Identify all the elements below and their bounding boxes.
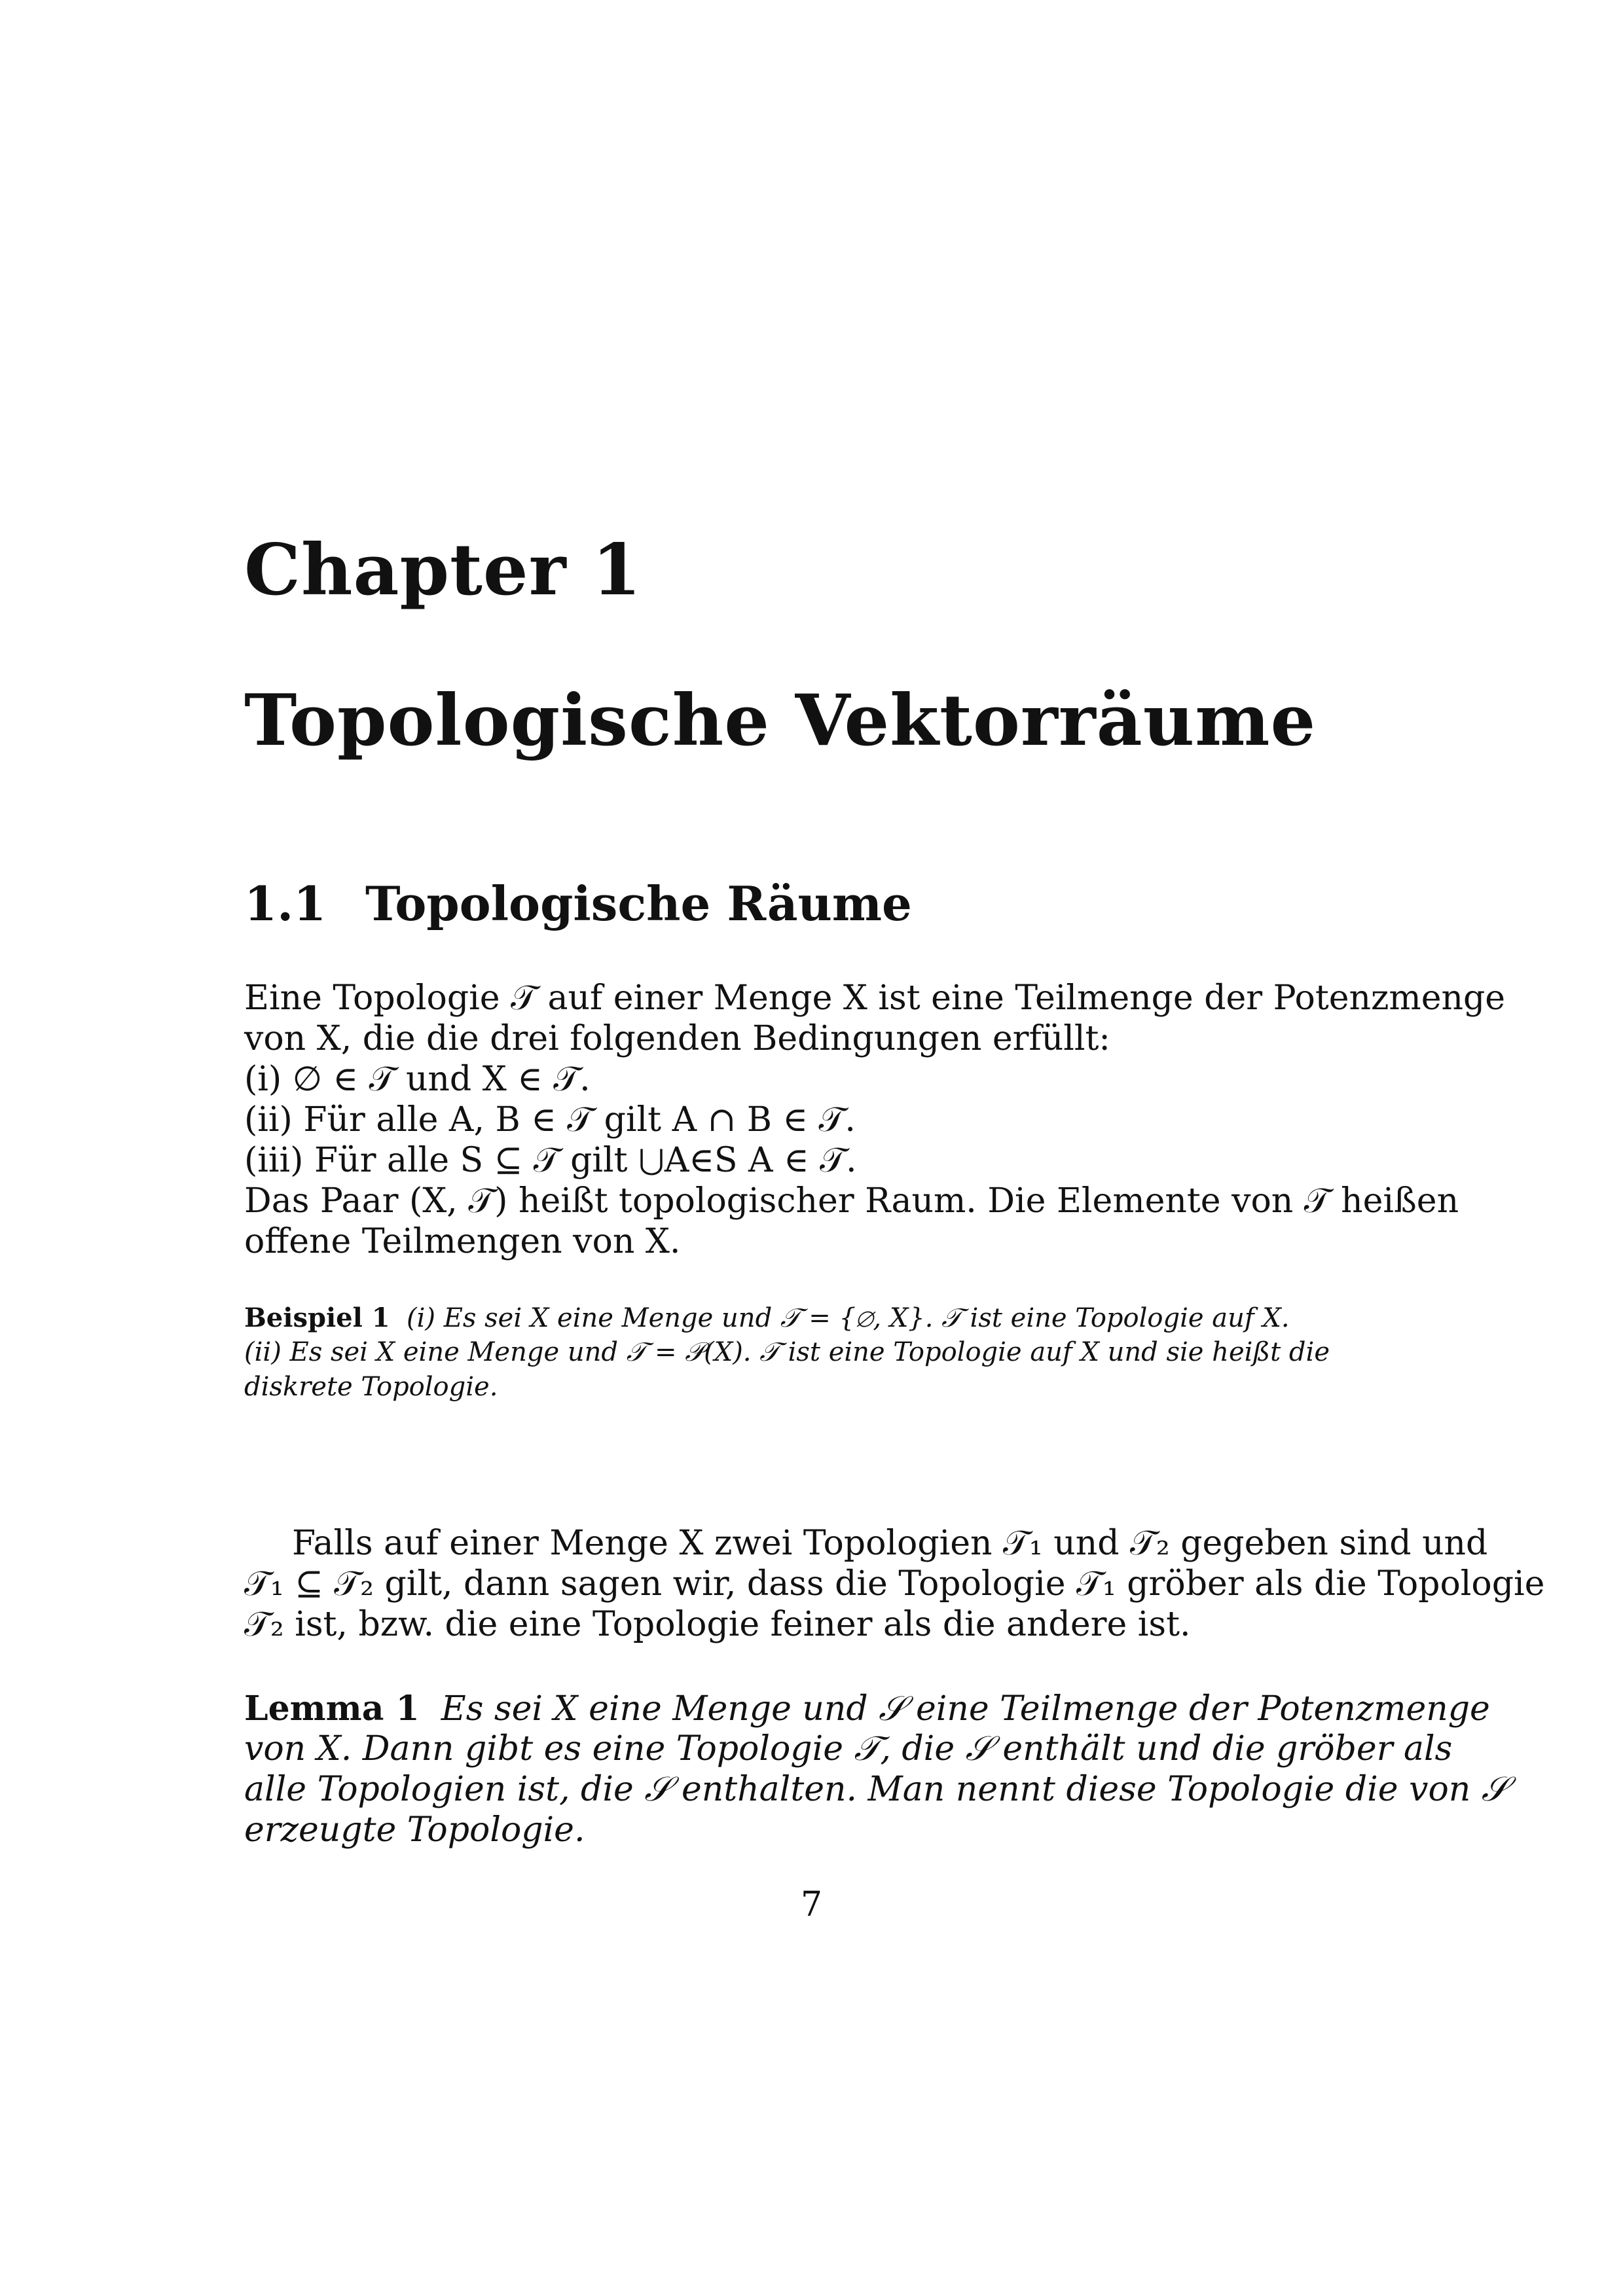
chapter-label: Chapter 1 — [244, 529, 642, 611]
page-number: 7 — [800, 1885, 823, 1924]
lemma-line-4: erzeugte Topologie. — [244, 1810, 585, 1850]
example-line-3: diskrete Topologie. — [244, 1372, 498, 1402]
condition-ii: (ii) Für alle A, B ∈ 𝒯 gilt A ∩ B ∈ 𝒯. — [244, 1100, 856, 1139]
example-line-2: (ii) Es sei X eine Menge und 𝒯 = 𝒫(X). 𝒯 ist eine Topologie auf X und sie heißt die — [244, 1337, 1330, 1367]
condition-iii: (iii) Für alle S ⊆ 𝒯 gilt ⋃A∈S A ∈ 𝒯. — [244, 1141, 857, 1180]
example-line-1 — [244, 1302, 1290, 1333]
chapter-title: Topologische Vektorräume — [244, 679, 1317, 762]
paragraph-line-3: 𝒯₂ ist, bzw. die eine Topologie feiner als die andere ist. — [244, 1605, 1191, 1644]
lemma-label: Lemma 1 — [244, 1689, 420, 1729]
example-label: Beispiel 1 — [244, 1302, 390, 1333]
section-number: 1.1 — [244, 876, 327, 931]
section-heading — [244, 876, 912, 931]
definition-line-1: Eine Topologie 𝒯 auf einer Menge X ist eine Teilmenge der Potenzmenge — [244, 978, 1506, 1018]
definition-line-6: Das Paar (X, 𝒯) heißt topologischer Raum. Die Elemente von 𝒯 heißen — [244, 1181, 1459, 1221]
lemma-line-1 — [244, 1689, 1490, 1729]
lemma-text-1: Es sei X eine Menge und 𝒮 eine Teilmenge der Potenzmenge — [441, 1689, 1490, 1729]
lemma-line-3: alle Topologien ist, die 𝒮 enthalten. Man nennt diese Topologie die von 𝒮 — [244, 1770, 1508, 1809]
paragraph-line-1: Falls auf einer Menge X zwei Topologien 𝒯₁ und 𝒯₂ gegeben sind und — [292, 1524, 1488, 1563]
example-text-1: (i) Es sei X eine Menge und 𝒯 = {∅, X}. 𝒯 ist eine Topologie auf X. — [406, 1303, 1290, 1333]
lemma-line-2: von X. Dann gibt es eine Topologie 𝒯, die 𝒮 enthält und die gröber als — [244, 1729, 1453, 1768]
definition-line-7: offene Teilmengen von X. — [244, 1222, 681, 1261]
paragraph-line-2: 𝒯₁ ⊆ 𝒯₂ gilt, dann sagen wir, dass die Topologie 𝒯₁ gröber als die Topologie — [244, 1564, 1545, 1604]
definition-line-2: von X, die die drei folgenden Bedingungen erfüllt: — [244, 1019, 1110, 1058]
section-title: Topologische Räume — [365, 876, 912, 931]
condition-i: (i) ∅ ∈ 𝒯 und X ∈ 𝒯. — [244, 1060, 591, 1099]
